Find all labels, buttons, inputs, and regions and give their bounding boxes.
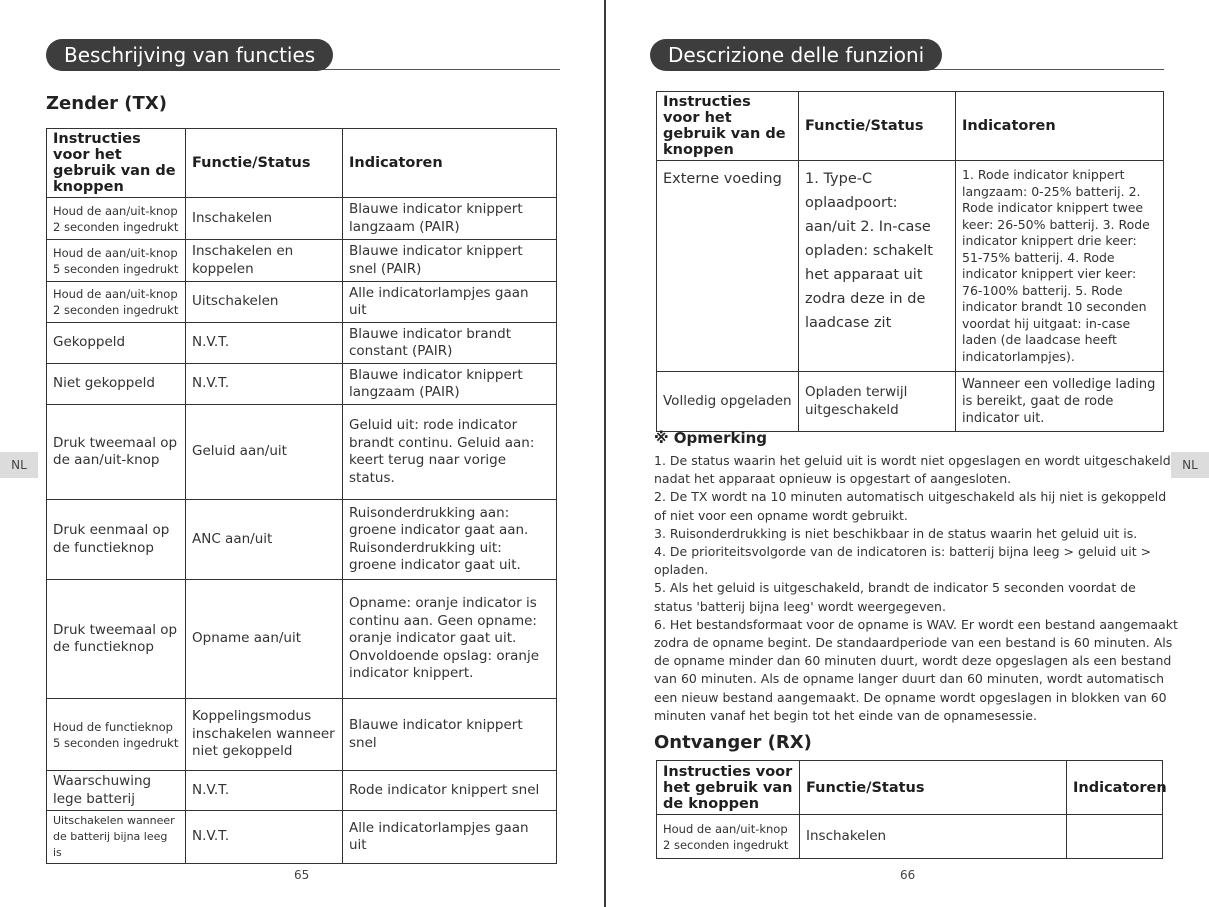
right-header-title: Descrizione delle funzioni (650, 39, 942, 71)
cell-indicator: Wanneer een volledige lading is bereikt, gaat de rode indicator uit. (956, 372, 1164, 432)
table-row (657, 372, 1164, 432)
cell-indicator: Blauwe indicator knippert langzaam (PAIR) (343, 198, 557, 240)
cell-indicator: Blauwe indicator knippert langzaam (PAIR) (343, 364, 557, 405)
cell-indicator: Blauwe indicator knippert snel (343, 699, 557, 771)
cell-function: N.V.T. (186, 811, 343, 864)
page-number: 65 (294, 868, 310, 882)
cell-indicator: Ruisonderdrukking aan: groene indicator gaat aan. Ruisonderdrukking uit: groene indicator gaat uit. (343, 500, 557, 580)
table-row (47, 580, 557, 699)
cell-function: Inschakelen (186, 198, 343, 240)
cell-instruction: Houd de functieknop 5 seconden ingedrukt (47, 699, 186, 771)
rx-section-title: Ontvanger (RX) (654, 732, 812, 753)
cell-instruction: Druk tweemaal op de functieknop (47, 580, 186, 699)
table-row (47, 323, 557, 364)
note-item: 2. De TX wordt na 10 minuten automatisch uitgeschakeld als hij niet is gekoppeld of niet voor een opname wordt gebruikt. (654, 489, 1167, 523)
cell-function: Opladen terwijl uitgeschakeld (799, 372, 956, 432)
table-header-row (657, 92, 1164, 161)
left-page (0, 0, 604, 907)
header-rule (920, 69, 1164, 70)
right-page (606, 0, 1209, 907)
cell-indicator: Opname: oranje indicator is continu aan. Geen opname: oranje indicator gaat uit. Onvoldoende opslag: oranje indicator knippert. (343, 580, 557, 699)
cell-indicator: Alle indicatorlampjes gaan uit (343, 811, 557, 864)
tx-section-title: Zender (TX) (46, 93, 167, 114)
note-item: 1. De status waarin het geluid uit is wordt niet opgeslagen en wordt uitgeschakeld nadat het apparaat opnieuw is opgestart of aangesloten. (654, 453, 1171, 487)
table-row (657, 815, 1163, 859)
cell-function: Koppelingsmodus inschakelen wanneer niet gekoppeld (186, 699, 343, 771)
cell-instruction: Druk tweemaal op de aan/uit-knop (47, 405, 186, 500)
table-row (47, 405, 557, 500)
cell-function: Uitschakelen (186, 282, 343, 323)
cell-instruction: Houd de aan/uit-knop 2 seconden ingedrukt (657, 815, 800, 859)
cell-function: N.V.T. (186, 364, 343, 405)
cell-indicator: Blauwe indicator brandt constant (PAIR) (343, 323, 557, 364)
cell-instruction: Druk eenmaal op de functieknop (47, 500, 186, 580)
cell-indicator: Rode indicator knippert snel (343, 771, 557, 811)
cell-function: ANC aan/uit (186, 500, 343, 580)
note-item: 6. Het bestandsformaat voor de opname is WAV. Er wordt een bestand aangemaakt zodra de opname begint. De standaardperiode van een bestand is 60 minuten. Als de opname minder dan 60 minuten duurt, wordt deze opgeslagen als een bestand van 60 minuten. Als de opname langer duurt dan 60 minuten, wordt automatisch een nieuw bestand aangemaakt. De opname wordt opgeslagen in blokken van 60 minuten vanaf het begin tot het einde van de opnamesessie. (654, 616, 1178, 723)
table-row (47, 699, 557, 771)
cell-indicator: Alle indicatorlampjes gaan uit (343, 282, 557, 323)
cell-function: Inschakelen en koppelen (186, 240, 343, 282)
header-instructions: Instructies voor het gebruik van de knoppen (657, 92, 799, 161)
cell-instruction: Houd de aan/uit-knop 5 seconden ingedrukt (47, 240, 186, 282)
table-row (47, 198, 557, 240)
cell-instruction: Waarschuwing lege batterij (47, 771, 186, 811)
cell-instruction: Houd de aan/uit-knop 2 seconden ingedrukt (47, 282, 186, 323)
header-indicators: Indicatoren (343, 129, 557, 198)
language-tab: NL (0, 452, 38, 478)
cell-indicator: Blauwe indicator knippert snel (PAIR) (343, 240, 557, 282)
header-instructions: Instructies voor het gebruik van de knoppen (47, 129, 186, 198)
table-row (47, 500, 557, 580)
table-header-row (657, 761, 1163, 815)
table-row (47, 364, 557, 405)
language-tab: NL (1171, 452, 1209, 478)
header-function: Functie/Status (186, 129, 343, 198)
cell-function: Inschakelen (800, 815, 1067, 859)
cell-function: N.V.T. (186, 323, 343, 364)
header-function: Functie/Status (799, 92, 956, 161)
left-header (46, 39, 560, 71)
header-indicators: Indicatoren (1067, 761, 1163, 815)
note-item: 3. Ruisonderdrukking is niet beschikbaar in de status waarin het geluid uit is. (654, 525, 1138, 541)
note-title: ※ Opmerking (654, 429, 768, 447)
cell-instruction: Houd de aan/uit-knop 2 seconden ingedrukt (47, 198, 186, 240)
cell-indicator: Geluid uit: rode indicator brandt continu. Geluid aan: keert terug naar vorige status. (343, 405, 557, 500)
table-row (47, 282, 557, 323)
cell-instruction: Gekoppeld (47, 323, 186, 364)
notes-list (654, 452, 1178, 725)
tx-table (46, 128, 557, 864)
note-item: 4. De prioriteitsvolgorde van de indicatoren is: batterij bijna leeg > geluid uit > opladen. (654, 544, 1152, 578)
cell-function: N.V.T. (186, 771, 343, 811)
cell-instruction: Externe voeding (657, 161, 799, 372)
left-header-title: Beschrijving van functies (46, 39, 333, 71)
table-row (47, 771, 557, 811)
power-table (656, 91, 1164, 432)
note-item: 5. Als het geluid is uitgeschakeld, brandt de indicator 5 seconden voordat de status 'batterij bijna leeg' wordt weergegeven. (654, 580, 1136, 614)
page-number: 66 (900, 868, 916, 882)
header-function: Functie/Status (800, 761, 1067, 815)
table-header-row (47, 129, 557, 198)
right-header (650, 39, 1164, 71)
cell-instruction: Volledig opgeladen (657, 372, 799, 432)
rx-table (656, 760, 1167, 859)
cell-instruction: Niet gekoppeld (47, 364, 186, 405)
header-rule (316, 69, 560, 70)
cell-instruction: Uitschakelen wanneer de batterij bijna leeg is (47, 811, 186, 864)
cell-indicator: 1. Rode indicator knippert langzaam: 0-25% batterij. 2. Rode indicator knippert twee keer: 26-50% batterij. 3. Rode indicator knippert drie keer: 51-75% batterij. 4. Rode indicator knippert vier keer: 76-100% batterij. 5. Rode indicator brandt 10 seconden voordat hij uitgaat: in-case laden (de laadcase heeft indicatorlampjes). (956, 161, 1164, 372)
table-row (47, 811, 557, 864)
cell-function: 1. Type-C oplaadpoort: aan/uit 2. In-case opladen: schakelt het apparaat uit zodra deze in de laadcase zit (799, 161, 956, 372)
cell-function: Opname aan/uit (186, 580, 343, 699)
table-row (657, 161, 1164, 372)
cell-function: Geluid aan/uit (186, 405, 343, 500)
table-row (47, 240, 557, 282)
cell-indicator (1067, 815, 1163, 859)
header-instructions: Instructies voor het gebruik van de knoppen (657, 761, 800, 815)
header-indicators: Indicatoren (956, 92, 1164, 161)
